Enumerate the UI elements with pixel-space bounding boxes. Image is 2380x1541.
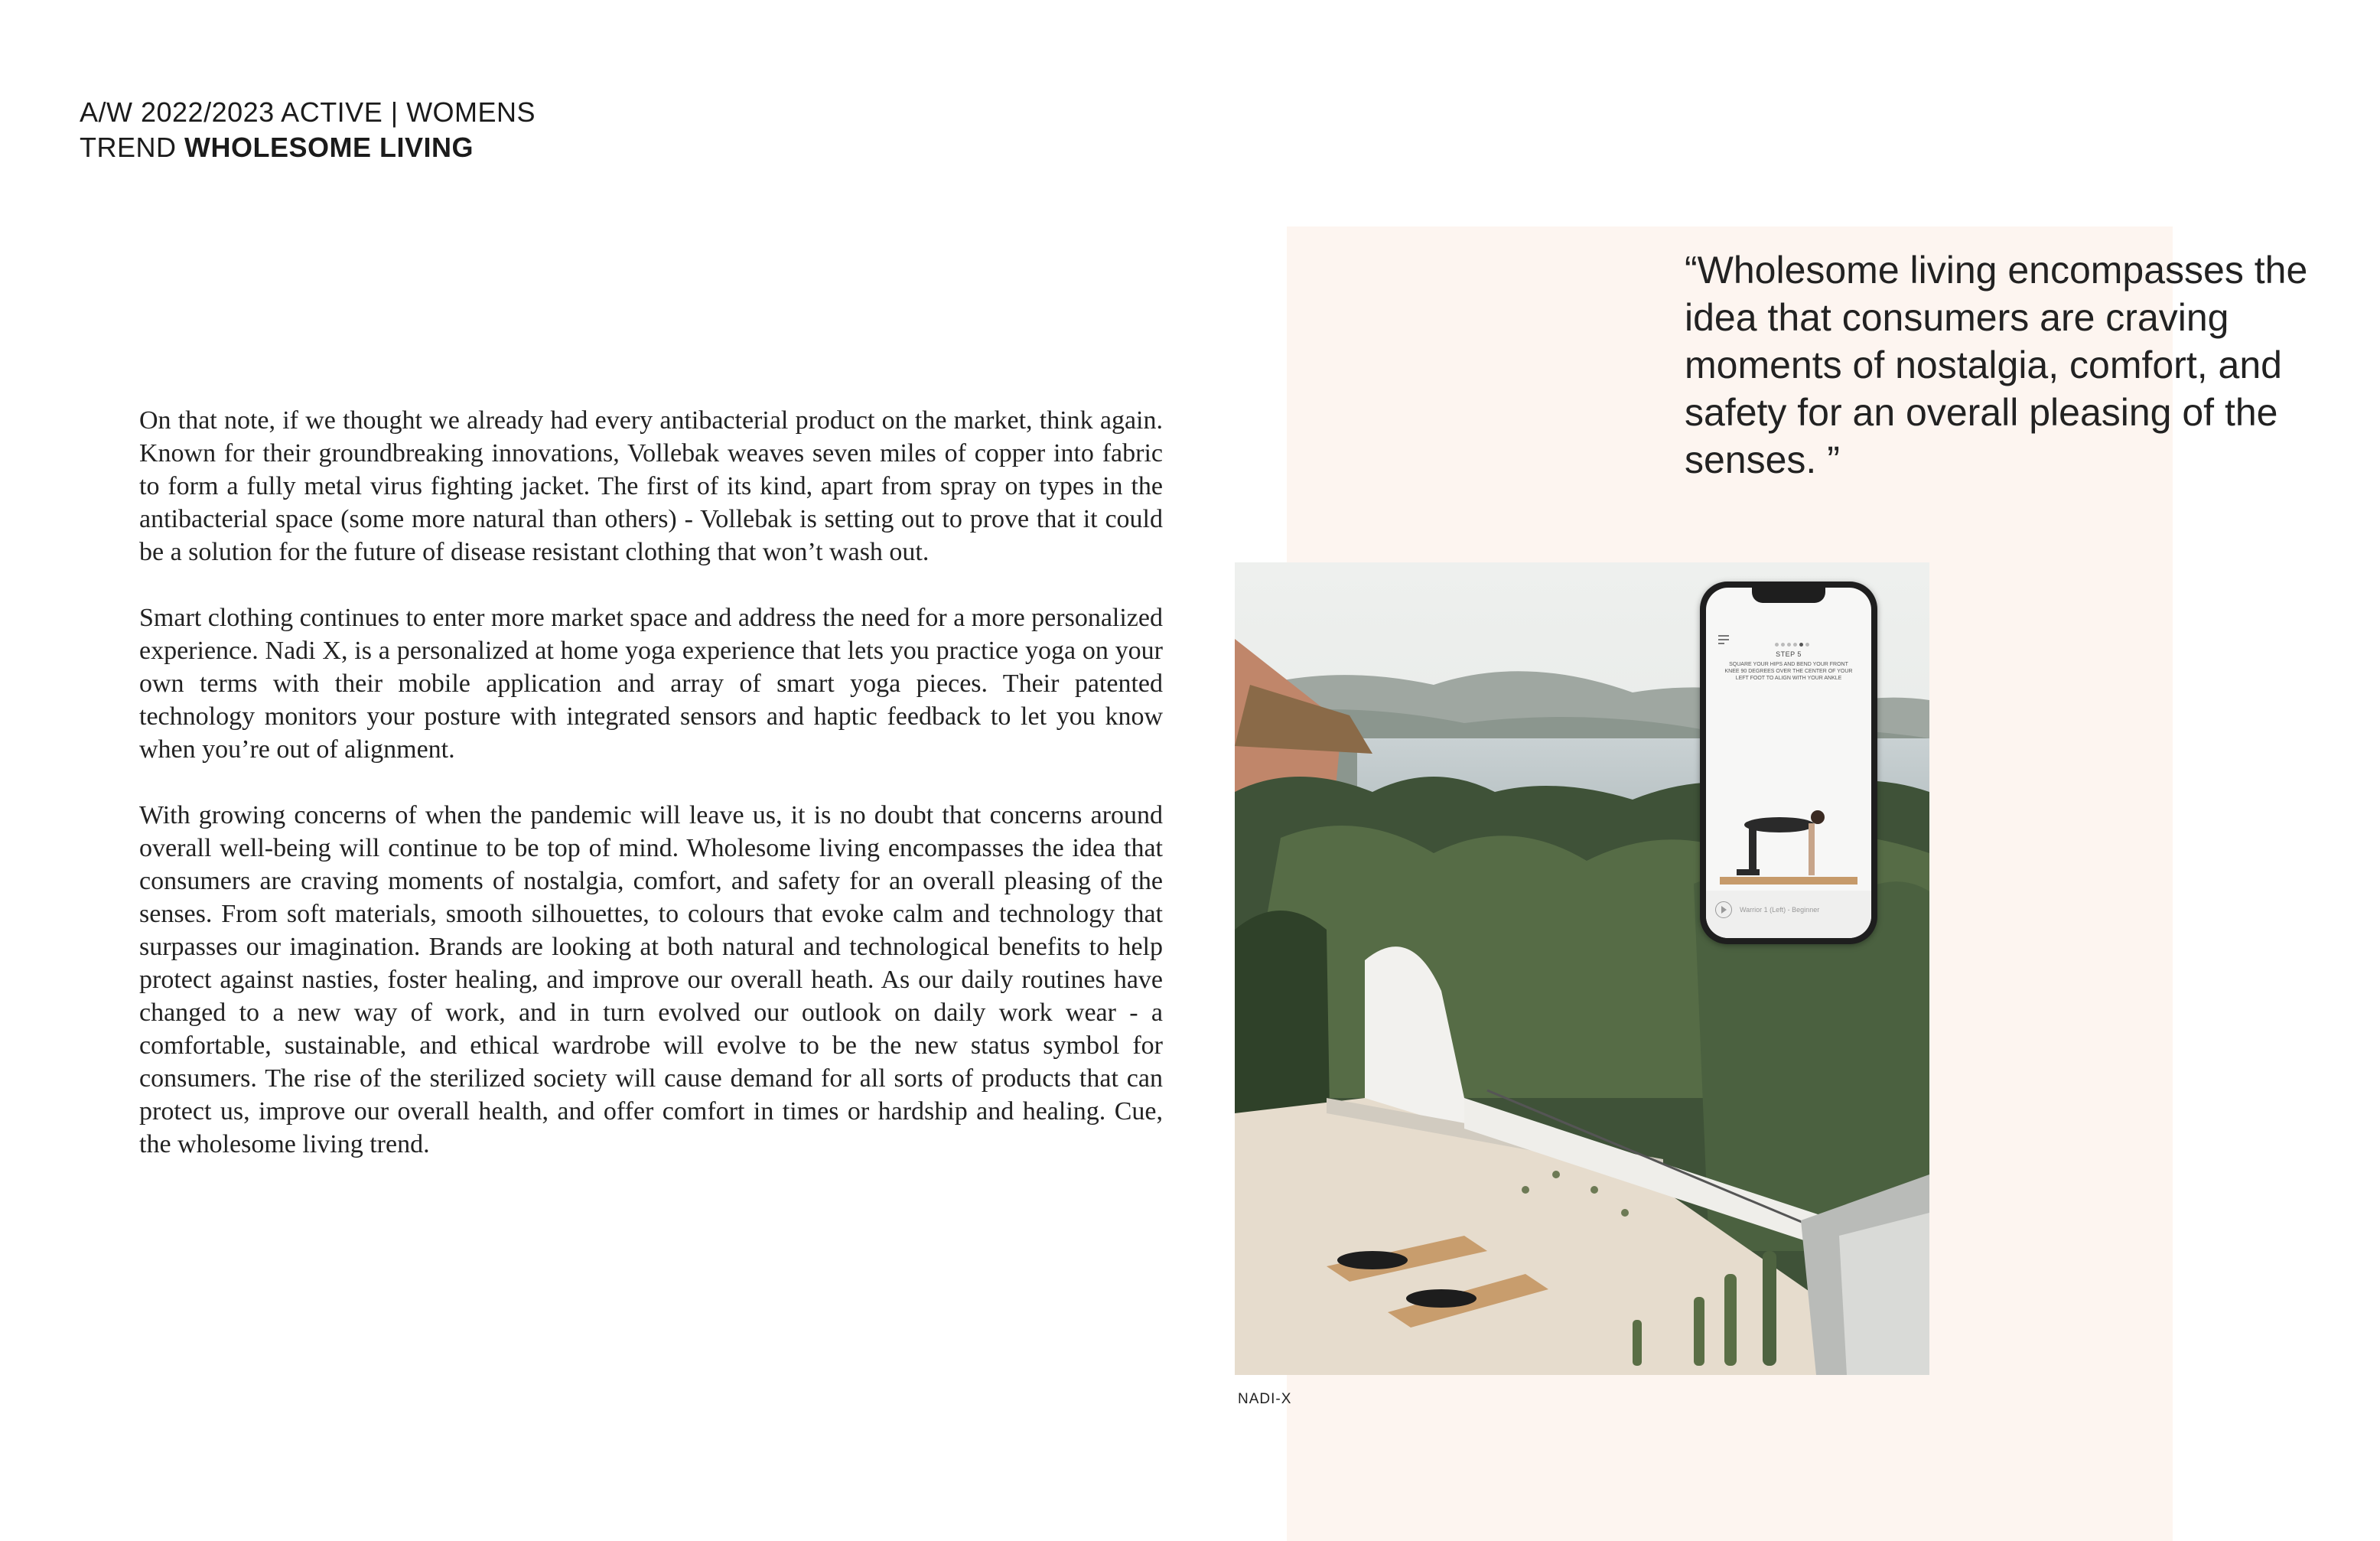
- photo-caption: NADI-X: [1238, 1391, 1292, 1407]
- menu-icon[interactable]: [1718, 635, 1729, 647]
- trend-title: WHOLESOME LIVING: [184, 132, 474, 163]
- step-indicator: [1775, 637, 1812, 650]
- play-icon[interactable]: [1715, 901, 1732, 918]
- pull-quote: “Wholesome living encompasses the idea that consumers are craving moments of nostalgia, comfort, and safety for an overall pleasing of the senses. ”: [1685, 249, 2308, 481]
- phone-notch: [1752, 588, 1825, 603]
- paragraph-nadi-x: Smart clothing continues to enter more market space and address the need for a more personalized experience. Nadi X, is a personalized at home yoga experience that lets you practice yoga on your own terms with their mobile application and array of smart yoga pieces. Their patented technology monitors your posture with integrated sensors and haptic feedback to let you know when you’re out of alignment.: [139, 604, 1163, 764]
- phone-screen: [1706, 588, 1871, 938]
- pose-title: Warrior 1 (Left) - Beginner: [1740, 906, 1820, 914]
- paragraph-wholesome-living: With growing concerns of when the pandemic will leave us, it is no doubt that concerns around overall well-being will continue to be top of mind. Wholesome living encompasses the idea that consumers are craving moments of nostalgia, comfort, and safety for an overall pleasing of the senses. From soft materials, smooth silhouettes, to colours that evoke calm and technology that surpasses our imagination. Brands are looking at both natural and technological benefits to help protect against nasties, foster healing, and improve our overall heath. As our daily routines have changed to a new way of work, and in turn evolved our outlook on daily work wear - a comfortable, sustainable, and ethical wardrobe will evolve to be the new status symbol for consumers. The rise of the sterilized society will cause demand for all sorts of products that can protect us, improve our overall health, and offer comfort in times or hardship and healing. Cue, the wholesome living trend.: [139, 801, 1163, 1158]
- page-header: [80, 95, 536, 165]
- trend-prefix: TREND: [80, 132, 184, 163]
- phone-mockup: [1700, 582, 1877, 944]
- yoga-terrace-photo: [1235, 562, 1929, 1375]
- audio-player: [1706, 891, 1871, 938]
- body-text: [139, 404, 1163, 1194]
- season-line: A/W 2022/2023 ACTIVE | WOMENS: [80, 96, 536, 128]
- trend-line: [80, 130, 536, 165]
- step-instruction: SQUARE YOUR HIPS AND BEND YOUR FRONT KNEE 90 DEGREES OVER THE CENTER OF YOUR LEFT FOOT TO ALIGN WITH YOUR ANKLE: [1724, 662, 1853, 681]
- yoga-figure-icon: [1706, 794, 1871, 886]
- paragraph-vollebak: On that note, if we thought we already had every antibacterial product on the market, think again. Known for their groundbreaking innovations, Vollebak weaves seven miles of copper into fabric to form a fully metal virus fighting jacket. The first of its kind, apart from spray on types in the antibacterial space (some more natural than others) - Vollebak is setting out to prove that it could be a solution for the future of disease resistant clothing that won’t wash out.: [139, 406, 1163, 566]
- yoga-mat: [1720, 877, 1857, 885]
- step-label: STEP 5: [1776, 650, 1802, 658]
